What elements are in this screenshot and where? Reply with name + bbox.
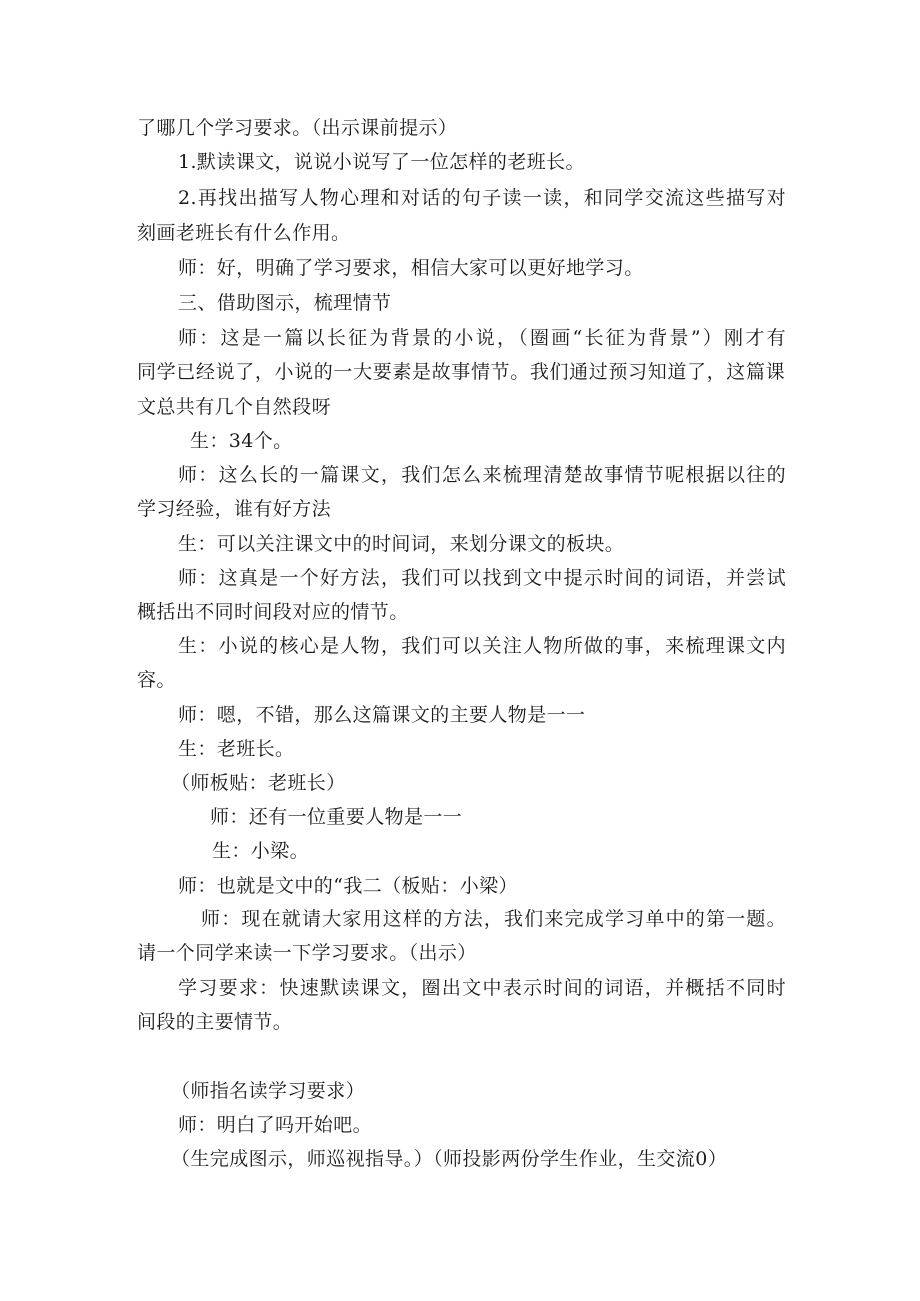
section-heading: 三、借助图示，梳理情节 [178,292,392,314]
text-line: 学习要求：快速默读课文，圈出文中表示时间的词语，并概括不同时 [178,977,786,999]
text-line: 间段的主要情节。 [137,1011,293,1033]
text-line: 同学已经说了，小说的一大要素是故事情节。我们通过预习知道了，这篇课 [137,361,785,383]
text-line: 生：可以关注课文中的时间词，来划分课文的板块。 [178,533,625,555]
text-line: 师：这真是一个好方法，我们可以找到文中提示时间的词语，并尝试 [178,567,786,589]
text-line: 概括出不同时间段对应的情节。 [137,601,409,623]
text-line: 师：还有一位重要人物是一一 [210,806,463,828]
text-line: 生：老班长。 [178,738,295,760]
text-line: （师板贴：老班长） [171,772,346,794]
text-line: 师：明白了吗开始吧。 [178,1114,373,1136]
text-line: 文总共有几个自然段呀 [137,396,332,418]
text-line: （师指名读学习要求） [171,1080,366,1102]
text-line: 师：好，明确了学习要求，相信大家可以更好地学习。 [178,257,644,279]
text-line: 容。 [137,669,176,691]
text-line: 学习经验，谁有好方法 [137,498,332,520]
text-line: 生：34个。 [190,430,293,452]
text-line: 1.默读课文，说说小说写了一位怎样的老班长。 [178,151,585,173]
text-line: 了哪几个学习要求。（出示课前提示） [137,117,458,139]
text-line: （生完成图示，师巡视指导。）（师投影两份学生作业，生交流0） [171,1148,728,1170]
text-line: 师：嗯，不错，那么这篇课文的主要人物是一一 [178,704,586,726]
text-line: 2.再找出描写人物心理和对话的句子读一读，和同学交流这些描写对 [178,187,786,209]
text-line: 请一个同学来读一下学习要求。（出示） [137,942,477,964]
text-line: 生：小说的核心是人物，我们可以关注人物所做的事，来梳理课文内 [178,635,786,657]
text-line: 师：这么长的一篇课文，我们怎么来梳理清楚故事情节呢根据以往的 [178,464,786,486]
text-line: 师：也就是文中的“我二（板贴：小梁） [178,875,518,897]
text-line: 刻画老班长有什么作用。 [137,222,351,244]
text-line: 师：现在就请大家用这样的方法，我们来完成学习单中的第一题。 [201,908,786,930]
text-line: 师：这是一篇以长征为背景的小说，（圈画“长征为背景”）刚才有 [178,327,786,349]
text-line: 生：小梁。 [212,840,310,862]
